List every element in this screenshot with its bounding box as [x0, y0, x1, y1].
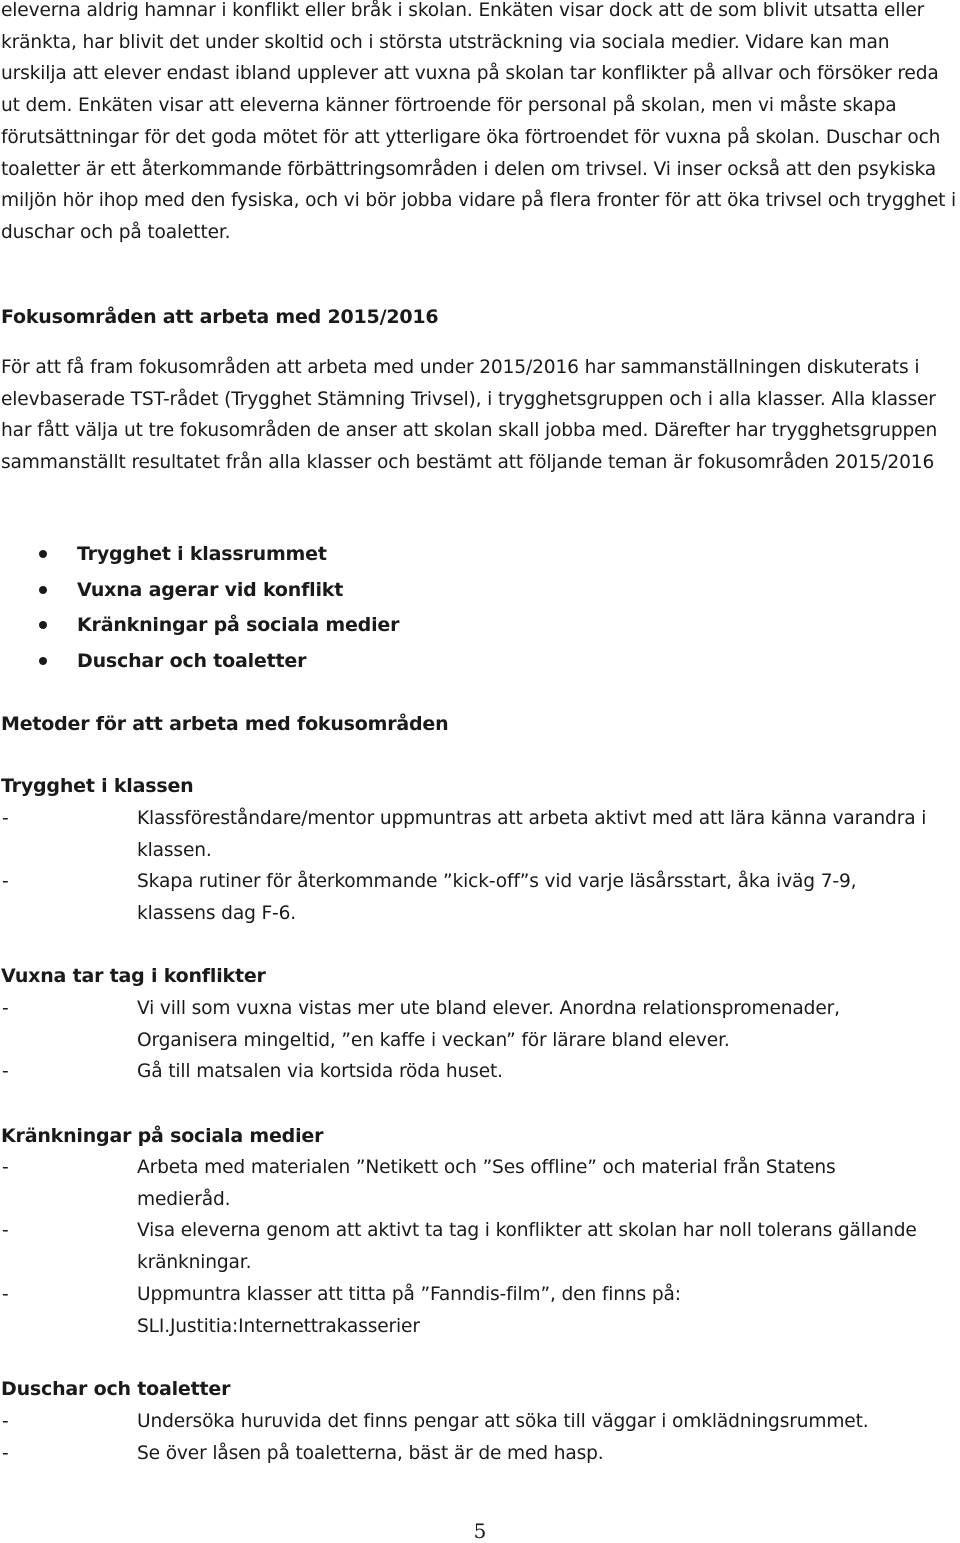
- method-item: [0, 866, 960, 929]
- section-heading-krankningar: Kränkningar på sociala medier: [1, 1125, 324, 1147]
- section-heading-duschar: Duschar och toaletter: [1, 1378, 231, 1400]
- focus-area-item: [0, 611, 800, 647]
- focus-area-label: Trygghet i klassrummet: [77, 543, 327, 565]
- methods-heading: Metoder för att arbeta med fokusområden: [1, 713, 449, 735]
- method-text: Se över låsen på toaletterna, bäst är de med hasp.: [137, 1442, 604, 1464]
- method-text: Klassföreståndare/mentor uppmuntras att arbeta aktivt med att lära känna varandra i klassen.: [137, 808, 927, 861]
- page-number: 5: [473, 1519, 487, 1543]
- method-list-krankningar: [0, 1152, 960, 1342]
- method-text: Uppmuntra klasser att titta på ”Fanndis-film”, den finns på: SLI.Justitia:Internettrakasserier: [137, 1283, 681, 1337]
- method-item: [0, 1279, 960, 1342]
- method-text: Vi vill som vuxna vistas mer ute bland elever. Anordna relationspromenader, Organisera mingeltid, ”en kaffe i veckan” för lärare bland elever.: [137, 998, 840, 1051]
- focus-area-item: [0, 647, 800, 683]
- focus-areas-paragraph: För att få fram fokusområden att arbeta med under 2015/2016 har sammanställningen diskuterats i elevbaserade TST-rådet (Trygghet Stämning Trivsel), i trygghetsgruppen och i alla klasser. Alla klasser har fått välja ut tre fokusområden de anser att skolan skall jobba med. Därefter har trygghetsgruppen sammanställt resultatet från alla klasser och bestämt att följande teman är fokusområden 2015/2016: [1, 357, 938, 474]
- dash-marker: -: [2, 1157, 9, 1178]
- focus-area-label: Duschar och toaletter: [77, 649, 307, 672]
- method-item: [0, 993, 960, 1056]
- bullet-icon: [39, 586, 47, 594]
- dash-marker: -: [2, 871, 9, 893]
- section-heading-trygghet: Trygghet i klassen: [1, 775, 194, 797]
- dash-marker: -: [2, 1220, 9, 1242]
- focus-area-label: Kränkningar på sociala medier: [77, 614, 400, 636]
- dash-marker: -: [2, 998, 9, 1019]
- focus-area-item: [0, 576, 800, 612]
- dash-marker: -: [2, 1442, 9, 1464]
- section-heading-vuxna: Vuxna tar tag i konflikter: [1, 965, 266, 987]
- dash-marker: -: [2, 1411, 9, 1432]
- method-text: Visa eleverna genom att aktivt ta tag i konflikter att skolan har noll tolerans gällande kränkningar.: [137, 1220, 917, 1274]
- method-list-duschar: [0, 1406, 960, 1469]
- dash-marker: -: [2, 808, 9, 829]
- method-item: [0, 1056, 960, 1088]
- bullet-icon: [39, 550, 47, 558]
- bullet-icon: [39, 657, 47, 665]
- dash-marker: -: [2, 1283, 9, 1305]
- focus-areas-list: [0, 540, 800, 682]
- focus-area-item: [0, 540, 800, 576]
- method-list-trygghet: [0, 803, 960, 930]
- method-text: Arbeta med materialen ”Netikett och ”Ses offline” och material från Statens medieråd.: [137, 1157, 836, 1210]
- method-text: Gå till matsalen via kortsida röda huset.: [137, 1061, 503, 1083]
- focus-area-label: Vuxna agerar vid konflikt: [77, 578, 344, 601]
- bullet-icon: [39, 621, 47, 629]
- method-text: Undersöka huruvida det finns pengar att söka till väggar i omklädningsrummet.: [137, 1411, 869, 1432]
- dash-marker: -: [2, 1061, 9, 1083]
- method-text: Skapa rutiner för återkommande ”kick-off”s vid varje läsårsstart, åka iväg 7-9, klassens dag F-6.: [137, 871, 857, 925]
- intro-paragraph: eleverna aldrig hamnar i konflikt eller bråk i skolan. Enkäten visar dock att de som blivit utsatta eller kränkta, har blivit det under skoltid och i största utsträckning via sociala medier. Vidare kan man urskilja att elever endast ibland upplever att vuxna på skolan tar konflikter på allvar och försöker reda ut dem. Enkäten visar att eleverna känner förtroende för personal på skolan, men vi måste skapa förutsättningar för det goda mötet för att ytterligare öka förtroendet för vuxna på skolan. Duschar och toaletter är ett återkommande förbättringsområden i delen om trivsel. Vi inser också att den psykiska miljön hör ihop med den fysiska, och vi bör jobba vidare på flera fronter för att öka trivsel och trygghet i duschar och på toaletter.: [1, 0, 957, 243]
- method-item: [0, 803, 960, 866]
- method-item: [0, 1215, 960, 1278]
- method-list-vuxna: [0, 993, 960, 1088]
- method-item: [0, 1152, 960, 1215]
- method-item: [0, 1438, 960, 1470]
- focus-areas-heading: Fokusområden att arbeta med 2015/2016: [1, 306, 439, 328]
- method-item: [0, 1406, 960, 1438]
